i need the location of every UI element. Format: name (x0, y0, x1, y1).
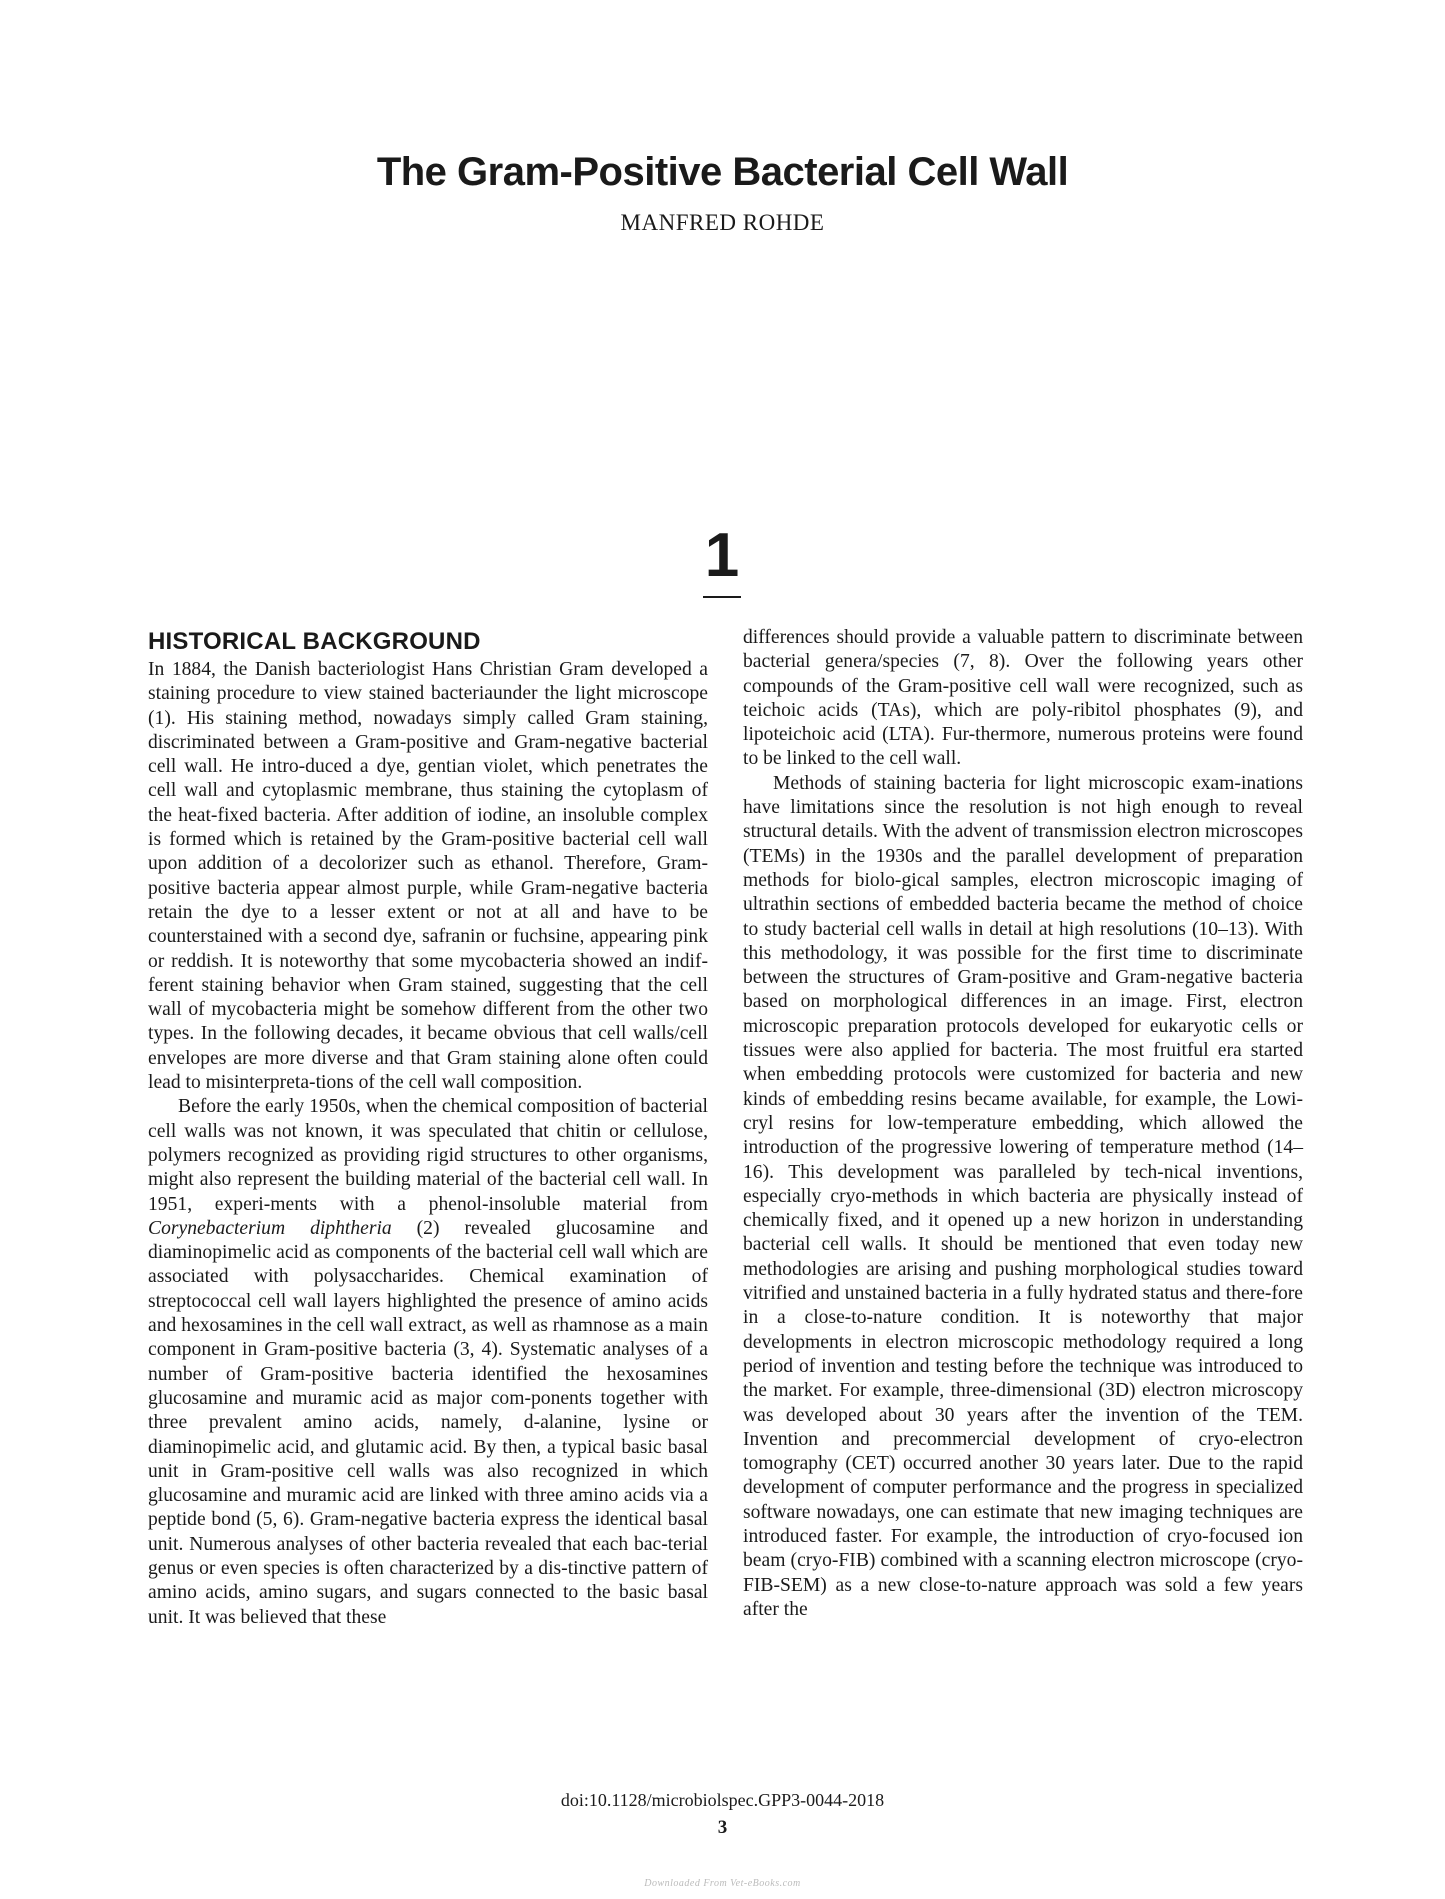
author-name: MANFRED ROHDE (620, 210, 825, 235)
species-name-italic: Corynebacterium diphtheria (148, 1217, 392, 1239)
chapter-number: 1 (704, 521, 740, 590)
paragraph-2-part-2: (2) revealed glucosamine and diaminopimelic acid as components of the bacterial cell wall which are associated with polysaccharides. Chemical examination of streptococcal cell wall layers highlighted the presence of amino acids and hexosamines in the cell wall extract, as well as rhamnose as a main component in Gram-positive bacteria (3, 4). Systematic analyses of a number of Gram-positive bacteria identified the hexosamines glucosamine and muramic acid as major com-ponents together with three prevalent amino acids, namely, d-alanine, lysine or diaminopimelic acid, and glutamic acid. By then, a typical basic basal unit in Gram-positive cell walls was also recognized in which glucosamine and muramic acid are linked with three amino acids via a peptide bond (5, 6). Gram-negative bacteria express the identical basal unit. Numerous analyses of other bacteria revealed that each bac-terial genus or even species is often characterized by a dis-tinctive pattern of amino acids, amino sugars, and sugars connected to the basic basal unit. It was believed that these (148, 1217, 708, 1628)
paragraph-4: Methods of staining bacteria for light microscopic exam-inations have limitations since the resolution is not high enough to reveal structural details. With the advent of transmission electron microscopes (TEMs) in the 1930s and the parallel development of preparation methods for biolo-gical samples, electron microscopic imaging of ultrathin sections of embedded bacteria became the method of choice to study bacterial cell walls in detail at high resolutions (10–13). With this methodology, it was possible for the first time to discriminate between the structures of Gram-positive and Gram-negative bacteria based on morphological differences in an image. First, electron microscopic preparation protocols developed for eukaryotic cells or tissues were also applied for bacteria. The most fruitful era started when embedding protocols were customized for bacteria and new kinds of embedding resins became available, for example, the Lowi-cryl resins for low-temperature embedding, which allowed the introduction of the progressive lowering of temperature method (14–16). This development was paralleled by tech-nical inventions, especially cryo-methods in which bacteria are physically instead of chemically fixed, and it opened up a new horizon in understanding bacterial cell walls. It should be mentioned that even today new methodologies are arising and pushing morphological studies toward vitrified and unstained bacteria in a fully hydrated status and there-fore in a close-to-nature condition. It is noteworthy that major developments in electron microscopic methodology required a long period of invention and testing before the technique was introduced to the market. For example, three-dimensional (3D) electron microscopy was developed about 30 years after the invention of the TEM. Invention and precommercial development of cryo-electron tomography (CET) occurred another 30 years later. Due to the rapid development of computer performance and the progress in specialized software nowadays, one can estimate that new imaging techniques are introduced faster. For example, the introduction of cryo-focused ion beam (cryo-FIB) combined with a scanning electron microscope (cryo-FIB-SEM) as a new close-to-nature approach was sold a few years after the (743, 772, 1303, 1620)
article-title: The Gram-Positive Bacterial Cell Wall (376, 150, 1069, 194)
paragraph-2-part-1: Before the early 1950s, when the chemical composition of bacterial cell walls was not known, it was speculated that chitin or cellulose, polymers recognized as providing rigid structures to other organisms, might also represent the building material of the bacterial cell wall. In 1951, experi-ments with a phenol-insoluble material from (148, 1096, 708, 1215)
paragraph-1: In 1884, the Danish bacteriologist Hans Christian Gram developed a staining procedure to view stained bacteriaunder the light microscope (1). His staining method, nowadays simply called Gram staining, discriminated between a Gram-positive and Gram-negative bacterial cell wall. He intro-duced a dye, gentian violet, which penetrates the cell wall and cytoplasmic membrane, thus staining the cytoplasm of the heat-fixed bacteria. After addition of iodine, an insoluble complex is formed which is retained by the Gram-positive bacterial cell wall upon addition of a decolorizer such as ethanol. Therefore, Gram-positive bacteria appear almost purple, while Gram-negative bacteria retain the dye to a lesser extent or not at all and have to be counterstained with a second dye, safranin or fuchsine, appearing pink or reddish. It is noteworthy that some mycobacteria showed an indif-ferent staining behavior when Gram stained, suggesting that the cell wall of mycobacteria might be somehow different from the other two types. In the following decades, it became obvious that cell walls/cell envelopes are more diverse and that Gram staining alone often could lead to misinterpreta-tions of the cell wall composition. (148, 659, 708, 1094)
paragraph-2 (148, 1095, 708, 1630)
download-watermark: Downloaded From Vet-eBooks.com (644, 1878, 801, 1889)
doi-reference: doi:10.1128/microbiolspec.GPP3-0044-2018 (560, 1790, 885, 1810)
section-heading: HISTORICAL BACKGROUND (148, 628, 481, 655)
page-number: 3 (717, 1817, 728, 1838)
paragraph-3: differences should provide a valuable pattern to discriminate between bacterial genera/species (7, 8). Over the following years other compounds of the Gram-positive cell wall were recognized, such as teichoic acids (TAs), which are poly-ribitol phosphates (9), and lipoteichoic acid (LTA). Fur-thermore, numerous proteins were found to be linked to the cell wall. (743, 627, 1303, 770)
chapter-rule-divider (703, 596, 741, 598)
left-text-column (148, 626, 708, 1630)
right-text-column (743, 626, 1303, 1622)
